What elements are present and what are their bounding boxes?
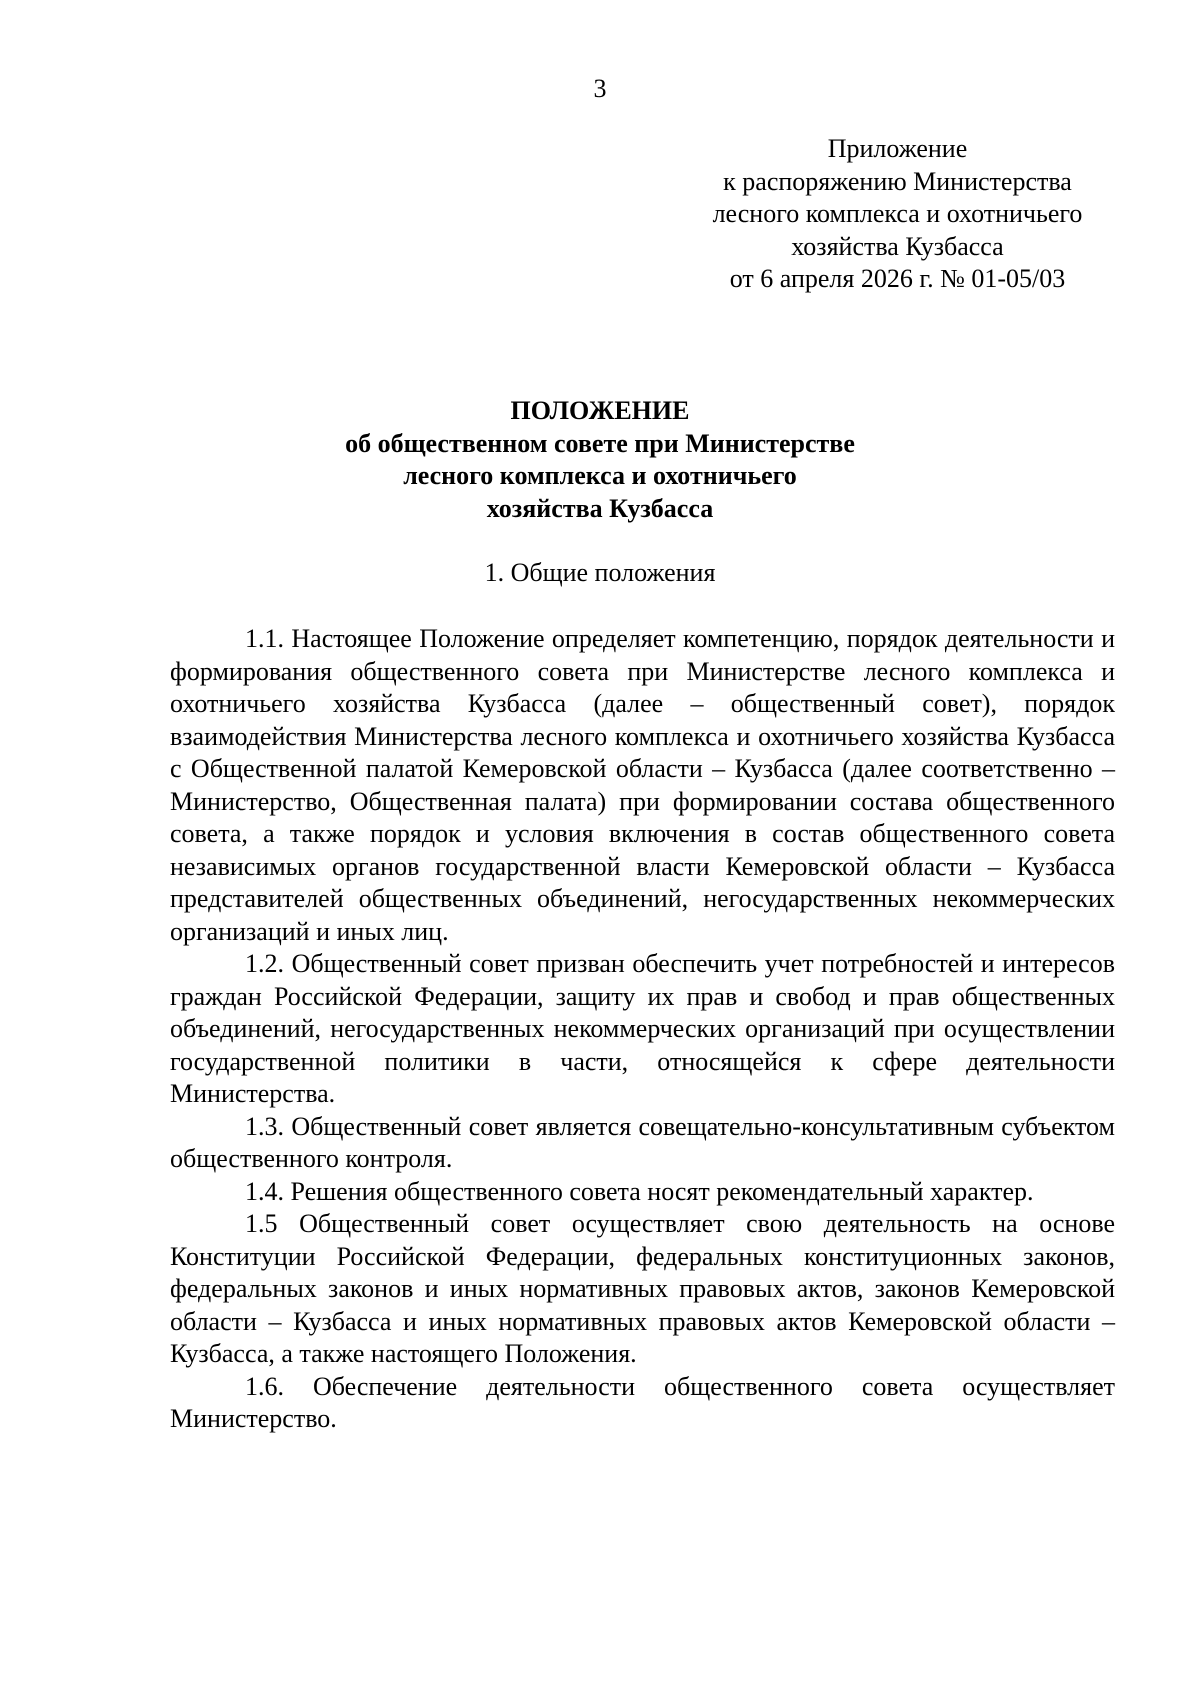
paragraph: 1.3. Общественный совет является совещательно-консультативным субъектом общественного контроля. xyxy=(170,1111,1115,1173)
paragraph: 1.6. Обеспечение деятельности общественного совета осуществляет Министерство. xyxy=(170,1371,1115,1433)
appendix-line: от 6 апреля 2026 г. № 01-05/03 xyxy=(729,264,1066,293)
appendix-line: к распоряжению Министерства xyxy=(723,166,1072,196)
paragraph: 1.4. Решения общественного совета носят рекомендательный характер. xyxy=(245,1176,1034,1206)
title-line: лесного комплекса и охотничьего xyxy=(403,461,797,490)
appendix-line: лесного комплекса и охотничьего xyxy=(712,199,1083,228)
title-line: хозяйства Кузбасса xyxy=(486,493,714,523)
paragraph: 1.2. Общественный совет призван обеспечить учет потребностей и интересов граждан Российской Федерации, защиту их прав и свобод и прав общественных объединений, негосударственных некоммерческих организаций при осуществлении государственной политики в части, относящейся к сфере деятельности Министерства. xyxy=(170,949,1115,1108)
document-title xyxy=(0,395,1200,525)
paragraph: 1.1. Настоящее Положение определяет компетенцию, порядок деятельности и формирования общественного совета при Министерстве лесного комплекса и охотничьего хозяйства Кузбасса (далее – общественный совет), порядок взаимодействия Министерства лесного комплекса и охотничьего хозяйства Кузбасса с Общественной палатой Кемеровской области – Кузбасса (далее соответственно – Министерство, Общественная палата) при формировании состава общественного совета, а также порядок и условия включения в состав общественного совета независимых органов государственной власти Кемеровской области – Кузбасса представителей общественных объединений, негосударственных некоммерческих организаций и иных лиц. xyxy=(170,624,1115,946)
section-heading: 1. Общие положения xyxy=(484,558,716,587)
appendix-line: хозяйства Кузбасса xyxy=(791,231,1004,261)
title-line: ПОЛОЖЕНИЕ xyxy=(510,396,690,425)
body-text xyxy=(170,623,1115,1436)
title-line: об общественном совете при Министерстве xyxy=(345,428,855,458)
appendix-block xyxy=(640,133,1155,296)
appendix-line: Приложение xyxy=(827,134,968,163)
page-number: 3 xyxy=(593,74,607,103)
paragraph: 1.5 Общественный совет осуществляет свою деятельность на основе Конституции Российской Федерации, федеральных конституционных законов, федеральных законов и иных нормативных правовых актов, законов Кемеровской области – Кузбасса и иных нормативных правовых актов Кемеровской области – Кузбасса, а также настоящего Положения. xyxy=(170,1209,1115,1368)
